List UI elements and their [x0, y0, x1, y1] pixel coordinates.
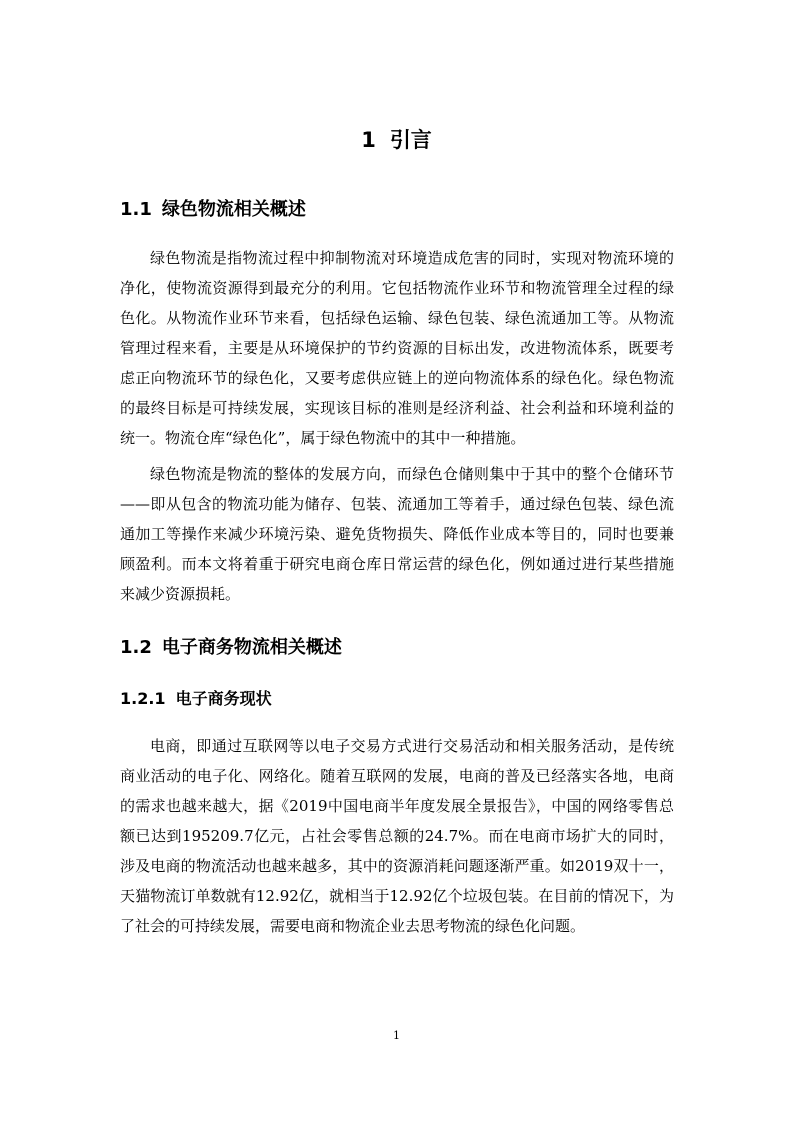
paragraph: 绿色物流是物流的整体的发展方向，而绿色仓储则集中于其中的整个仓储环节——即从包含的物流功能为储存、包装、流通加工等着手，通过绿色包装、绿色流通加工等操作来减少环境污染、避免货物损失、降低作业成本等目的，同时也要兼顾盈利。而本文将着重于研究电商仓库日常运营的绿色化，例如通过进行某些措施来减少资源损耗。 [120, 465, 674, 603]
section-number: 1.1 [120, 199, 152, 220]
paragraph: 绿色物流是指物流过程中抑制物流对环境造成危害的同时，实现对物流环境的净化，使物流资源得到最充分的利用。它包括物流作业环节和物流管理全过程的绿色化。从物流作业环节来看，包括绿色运输、绿色包装、绿色流通加工等。从物流管理过程来看，主要是从环境保护的节约资源的目标出发，改进物流体系，既要考虑正向物流环节的绿色化，又要考虑供应链上的逆向物流体系的绿色化。绿色物流的最终目标是可持续发展，实现该目标的准则是经济利益、社会利益和环境利益的统一。物流仓库“绿色化”，属于绿色物流中的其中一种措施。 [120, 249, 674, 447]
subsection-number: 1.2.1 [120, 689, 166, 708]
chapter-title-text: 引言 [389, 128, 432, 152]
section-number: 1.2 [120, 637, 152, 658]
section-title: 电子商务物流相关概述 [161, 637, 342, 658]
page-number: 1 [393, 1029, 400, 1042]
subsection-heading-1-2-1 [120, 687, 272, 711]
section-heading-1-2 [120, 635, 342, 661]
chapter-title [0, 125, 793, 155]
paragraph: 电商，即通过互联网等以电子交易方式进行交易活动和相关服务活动，是传统商业活动的电子化、网络化。随着互联网的发展，电商的普及已经落实各地，电商的需求也越来越大，据《2019中国电商半年度发展全景报告》，中国的网络零售总额已达到195209.7亿元，占社会零售总额的24.7%。而在电商市场扩大的同时，涉及电商的物流活动也越来越多，其中的资源消耗问题逐渐严重。如2019双十一，天猫物流订单数就有12.92亿，就相当于12.92亿个垃圾包装。在目前的情况下，为了社会的可持续发展，需要电商和物流企业去思考物流的绿色化问题。 [120, 737, 674, 935]
section-title: 绿色物流相关概述 [161, 199, 306, 220]
subsection-title: 电子商务现状 [175, 689, 272, 708]
section-heading-1-1 [120, 197, 306, 223]
chapter-number: 1 [361, 128, 376, 152]
